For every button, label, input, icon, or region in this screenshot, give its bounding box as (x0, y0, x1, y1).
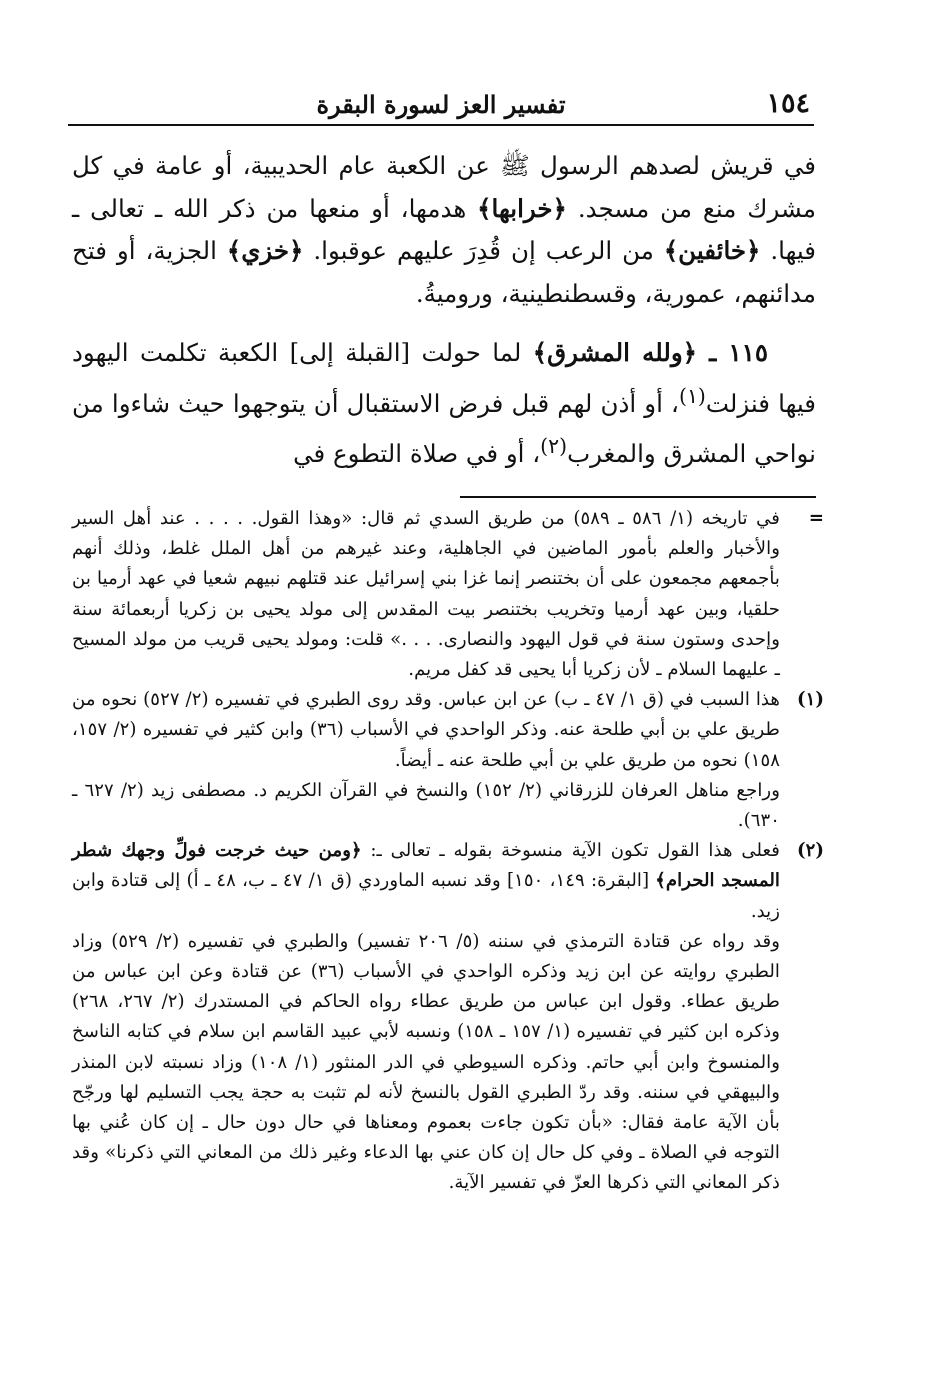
quranic-term: ﴿خرابها﴾ (477, 193, 567, 223)
footnote-text: وقد رواه عن قتادة الترمذي في سننه (٥/ ٢٠٦ تفسير) والطبري في تفسيره (٢/ ٥٢٩) وزاد الطبري روايته عن ابن زيد وذكره الواحدي في الأسباب (٣٦) عن قتادة وعن ابن عباس من طريق عطاء. وقول ابن عباس من طريق عطاء رواه الحاكم في المستدرك (٢/ ٢٦٧، ٢٦٨) وذكره ابن كثير في تفسيره (١/ ١٥٧ ـ ١٥٨) ونسبه لأبي عبيد القاسم ابن سلام في كتابه الناسخ والمنسوخ وابن أبي حاتم. وذكره السيوطي في الدر المنثور (١/ ١٠٨) وزاد نسبته لابن المنذر والبيهقي في سننه. وقد ردّ الطبري القول بالنسخ لأنه لم تثبت به حجة يجب التسليم لها ورجّح بأن الآية عامة فقال: «بأن تكون جاءت بعموم ومعناها في حال دون حال ـ إن كان عُني بها التوجه في الصلاة ـ وفي كل حال إن كان عني بها الدعاء وغير ذلك من المعاني التي ذكرنا» وقد ذكر المعاني التي ذكرها العزّ في تفسير الآية. (72, 930, 780, 1194)
text-segment: لما حولت [القبلة إلى] الكعبة تكلمت اليهود فيها فنزلت (72, 338, 816, 418)
main-paragraph (72, 145, 816, 315)
footnote-text: هذا السبب في (ق ١/ ٤٧ ـ ب) عن ابن عباس. وقد روى الطبري في تفسيره (٢/ ٥٢٧) نحوه من طريق علي بن أبي طلحة عنه. وذكر الواحدي في الأسباب (٣٦) وابن كثير في تفسيره (٢/ ١٥٧، ١٥٨) نحوه من طريق علي بن أبي طلحة عنه ـ أيضاً. (72, 689, 781, 771)
footnote-ref: (١) (678, 383, 706, 408)
main-text (72, 145, 816, 476)
text-segment: الجزية، أو فتح مدائنهم، عمورية، وقسطنطينية، وروميةُ. (72, 236, 816, 308)
page-header (68, 88, 814, 126)
footnote-continuation (72, 504, 824, 685)
text-segment: [البقرة: ١٤٩، ١٥٠] وقد نسبه الماوردي (ق ١/ ٤٧ ـ ب، ٤٨ ـ أ) إلى قتادة وابن زيد. (72, 870, 780, 922)
quranic-term: ﴿ولله المشرق﴾ (532, 338, 698, 367)
footnote-mark: (١) (797, 689, 824, 711)
text-segment: فعلى هذا القول تكون الآية منسوخة بقوله ـ تعالى ـ: (361, 840, 780, 862)
footnote-ref: (٢) (540, 434, 568, 459)
footnote-text: في تاريخه (١/ ٥٨٦ ـ ٥٨٩) من طريق السدي ثم قال: «وهذا القول. . . . . عند أهل السير والأخبار والعلم بأمور الماضين في الجاهلية، وعند غيرهم من أهل الملل غلط، وذلك أنهم بأجمعهم مجمعون على أن بختنصر إنما غزا بني إسرائيل عند قتلهم نبيهم شعيا في عهد أرميا بن حلقيا، وبين عهد أرميا وتخريب بختنصر بيت المقدس إلى مولد يحيى بن زكريا أربعمائة سنة وإحدى وستون سنة في قول اليهود والنصارى. . . .» قلت: ومولد يحيى قريب من مولد المسيح ـ عليهما السلام ـ لأن زكريا أبا يحيى قد كفل مريم. (72, 508, 780, 681)
running-title: تفسير العز لسورة البقرة (316, 90, 566, 119)
main-paragraph (72, 332, 816, 476)
text-segment: من الرعب إن قُدِرَ عليهم عوقبوا. (303, 236, 664, 265)
footnote-2 (72, 836, 824, 1198)
text-segment: ، أو أذن لهم قبل فرض الاستقبال أن يتوجهوا حيث شاءوا من نواحي المشرق والمغرب (72, 388, 816, 469)
footnote-divider (460, 496, 816, 498)
footnote-mark: (٢) (797, 840, 824, 862)
text-segment: هدمها، أو منعها من ذكر الله ـ تعالى ـ فيها. (72, 193, 816, 265)
page-number: ١٥٤ (766, 88, 810, 119)
quranic-term: ﴿ومن حيث خرجت فولِّ وجهك شطر المسجد الحرام﴾ (72, 840, 780, 892)
verse-number: ١١٥ ـ (697, 338, 768, 367)
footnote-text: وراجع مناهل العرفان للزرقاني (٢/ ١٥٢) والنسخ في القرآن الكريم د. مصطفى زيد (٢/ ٦٢٧ ـ ٦٣٠). (72, 779, 780, 832)
footnotes (72, 504, 824, 1199)
text-segment: في قريش لصدهم الرسول ﷺ عن الكعبة عام الحديبية، أو عامة في كل مشرك منع من مسجد. (72, 151, 816, 223)
quranic-term: ﴿خزي﴾ (226, 236, 304, 265)
footnote-mark: = (808, 508, 824, 529)
quranic-term: ﴿خائفين﴾ (663, 236, 761, 265)
text-segment: ، أو في صلاة التطوع في (293, 439, 541, 469)
footnote-text (72, 836, 780, 927)
footnote-1 (72, 685, 824, 836)
